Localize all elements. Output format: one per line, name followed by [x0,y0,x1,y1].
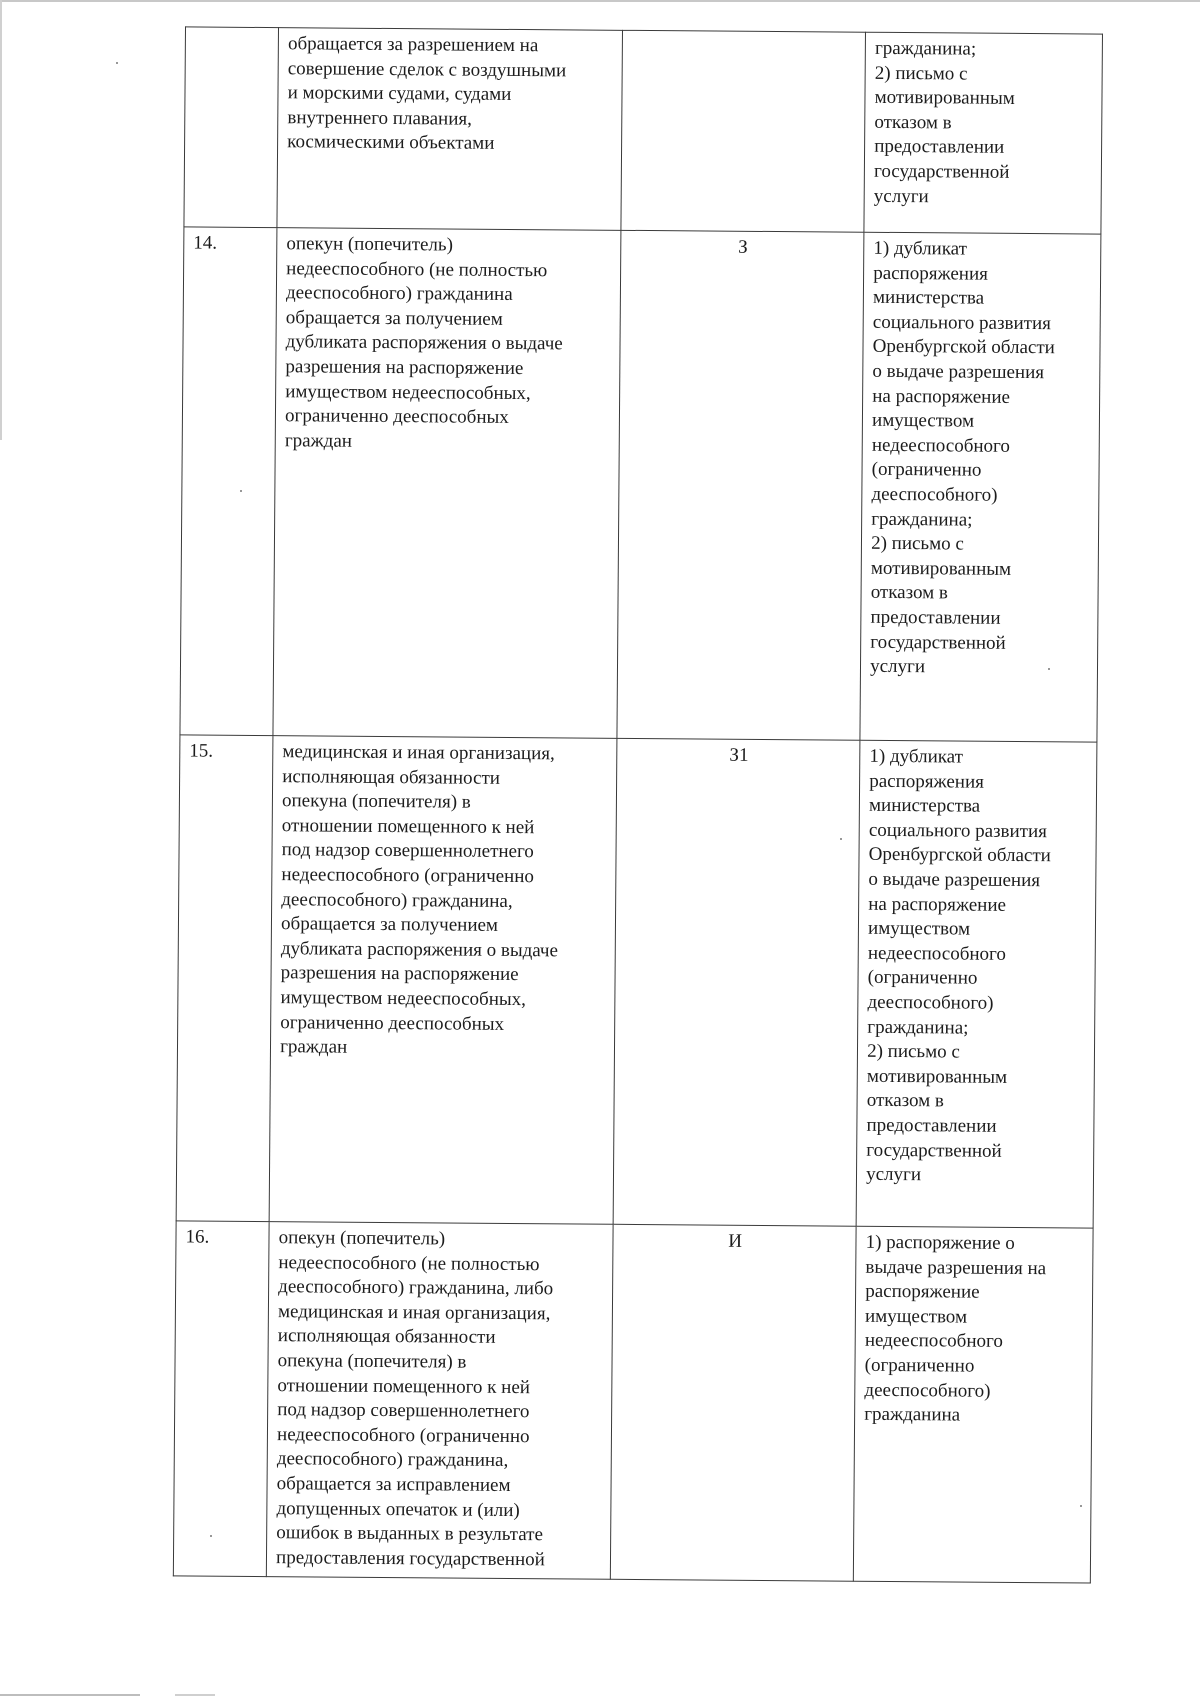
table-row [180,227,1101,742]
scan-edge [0,0,1200,2]
variant-code [621,30,865,232]
applicant-description: медицинская и иная организация, исполняющая обязанности опекуна (попечителя) в отношении помещенного к ней под надзор совершеннолетнего недееспособного (ограниченно дееспособного) гражданина, обращается за получением дубликата распоряжения о выдаче разрешения на распоряжение имуществом недееспособных, ограниченно дееспособных граждан [269,736,617,1225]
table-row [184,27,1103,234]
table-row [173,1221,1093,1584]
scan-speck [840,838,842,840]
variant-code: З [617,230,864,740]
table-row [176,735,1097,1228]
service-result: 1) дубликат распоряжения министерства социального развития Оренбургской области о выдаче разрешения на распоряжение имуществом недееспособного (ограниченно дееспособного) гражданина; 2) письмо с мотивированным отказом в предоставлении государственной услуги [860,232,1101,742]
service-result: 1) распоряжение о выдаче разрешения на распоряжение имуществом недееспособного (ограниченно дееспособного) гражданина [853,1226,1093,1583]
applicant-description: опекун (попечитель) недееспособного (не полностью дееспособного) гражданина, либо медицинская и иная организация, исполняющая обязанности опекуна (попечителя) в отношении помещенного к ней под надзор совершеннолетнего недееспособного (ограниченно дееспособного) гражданина, обращается за исправлением допущенных опечаток и (или) ошибок в выданных в результате предоставления государственной [266,1222,613,1580]
row-number: 16. [173,1221,269,1577]
variant-code: И [611,1224,857,1581]
scan-speck [240,490,242,492]
service-result: 1) дубликат распоряжения министерства социального развития Оренбургской области о выдаче разрешения на распоряжение имуществом недееспособного (ограниченно дееспособного) гражданина; 2) письмо с мотивированным отказом в предоставлении государственной услуги [856,740,1097,1228]
scan-speck [1080,1505,1082,1507]
row-number [184,27,279,228]
row-number: 15. [176,735,273,1222]
scan-speck [210,1535,212,1537]
row-number: 14. [180,227,277,736]
applicant-description: обращается за разрешением на совершение сделок с воздушными и морскими судами, судами внутреннего плавания, космическими объектами [277,28,623,231]
service-result: гражданина; 2) письмо с мотивированным отказом в предоставлении государственной услуги [864,32,1102,234]
scan-speck [1048,668,1050,670]
applicant-description: опекун (попечитель) недееспособного (не полностью дееспособного) гражданина обращается за получением дубликата распоряжения о выдаче разрешения на распоряжение имуществом недееспособных, ограниченно дееспособных граждан [273,228,621,739]
services-table [173,26,1103,1583]
scan-edge [0,0,2,440]
variant-code: З1 [613,738,860,1226]
scan-speck [116,62,118,64]
